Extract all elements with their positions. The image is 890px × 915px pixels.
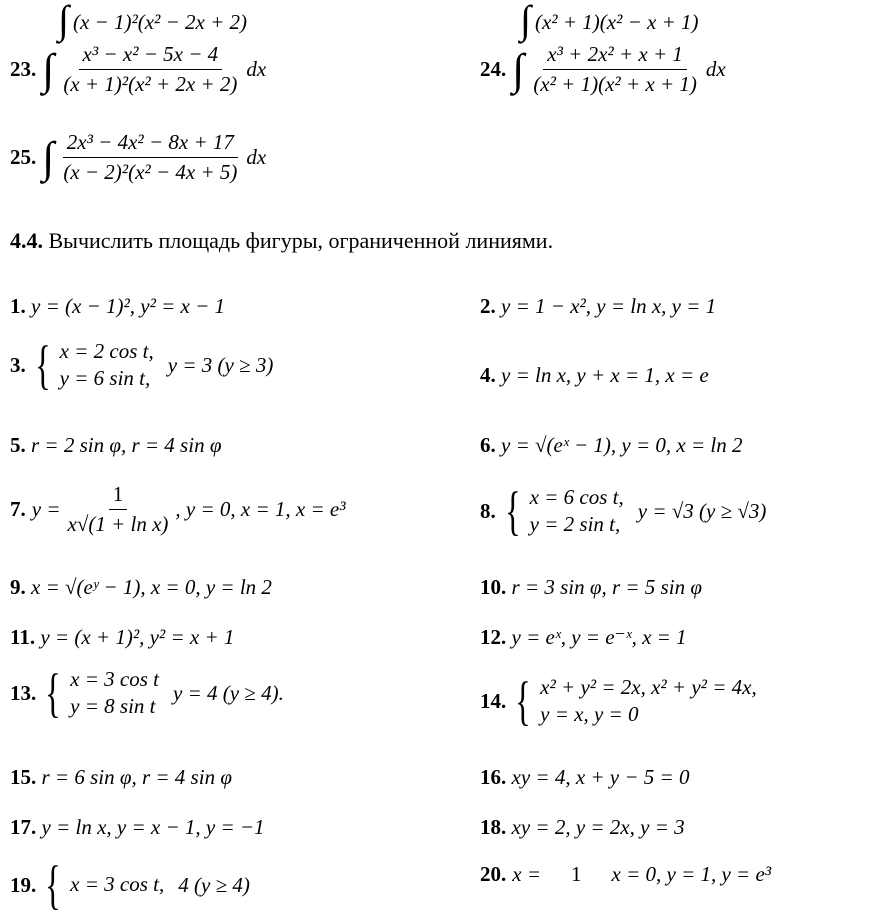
problem-number: 19. <box>10 872 37 897</box>
problem-fraction <box>571 862 582 887</box>
section-title-text: Вычислить площадь фигуры, ограниченной линиями. <box>48 228 554 253</box>
problem-condition: 4 (y ≥ 4) <box>178 872 250 897</box>
problem-number: 1. <box>10 294 26 318</box>
problem-17 <box>10 814 265 840</box>
problem-11 <box>10 624 234 650</box>
problem-number: 9. <box>10 575 26 599</box>
left-brace-icon: { <box>504 481 521 542</box>
integral-sign-icon: ∫ <box>58 0 69 42</box>
problem-lead: x = <box>512 862 541 886</box>
problem-8 <box>480 481 767 542</box>
problem-number: 20. <box>480 862 507 886</box>
problem-10 <box>480 574 702 600</box>
problem-number: 15. <box>10 765 37 789</box>
problem-4 <box>480 362 709 388</box>
system-line-2: y = 6 sin t, <box>59 366 151 391</box>
problem-expression: y = √(eˣ − 1), y = 0, x = ln 2 <box>501 433 743 457</box>
problem-1 <box>10 293 225 319</box>
problem-number: 10. <box>480 575 507 599</box>
system-line-2: y = 2 sin t, <box>529 512 621 537</box>
system-lines <box>70 871 164 898</box>
section-heading <box>10 228 553 254</box>
cutoff-integral-right <box>520 0 699 42</box>
differential: dx <box>705 57 726 81</box>
left-brace-icon: { <box>45 663 61 724</box>
problem-tail: , y = 0, x = 1, x = e³ <box>175 497 346 521</box>
system-line-1: x = 3 cos t <box>70 667 159 691</box>
problem-number: 14. <box>480 688 507 713</box>
problem-expression: y = (x − 1)², y² = x − 1 <box>31 294 226 318</box>
system-line-2: y = x, y = 0 <box>540 702 639 727</box>
problem-6 <box>480 432 743 458</box>
cutoff-left-denominator: (x − 1)²(x² − 2x + 2) <box>72 10 248 34</box>
problem-number: 18. <box>480 815 507 839</box>
integral-problem-23 <box>10 42 266 97</box>
fraction-denominator: x√(1 + ln x) <box>67 512 169 536</box>
integral-problem-24 <box>480 42 726 97</box>
fraction-numerator: 2x³ − 4x² − 8x + 17 <box>63 130 238 158</box>
problem-expression: y = ln x, y = x − 1, y = −1 <box>41 815 265 839</box>
problem-condition: y = 3 (y ≥ 3) <box>167 352 274 377</box>
problem-2 <box>480 293 716 319</box>
problem-number: 11. <box>10 625 36 649</box>
integral-fraction <box>59 130 241 185</box>
system-line-1: x = 2 cos t, <box>59 339 154 363</box>
integral-fraction <box>59 42 241 97</box>
problem-expression: r = 6 sin φ, r = 4 sin φ <box>41 765 232 789</box>
left-brace-icon: { <box>45 855 61 915</box>
problem-18 <box>480 814 685 840</box>
problem-15 <box>10 764 232 790</box>
problem-number: 4. <box>480 363 496 387</box>
fraction-numerator: 1 <box>109 482 128 510</box>
system-line-2: y = 8 sin t <box>70 694 156 719</box>
system-line-1: x² + y² = 2x, x² + y² = 4x, <box>540 675 757 699</box>
problem-expression: x = √(eʸ − 1), x = 0, y = ln 2 <box>31 575 272 599</box>
problem-13 <box>10 663 284 724</box>
fraction-numerator: 1 <box>571 862 582 886</box>
problem-16 <box>480 764 689 790</box>
problem-number: 5. <box>10 433 26 457</box>
problem-expression: y = ln x, y + x = 1, x = e <box>501 363 709 387</box>
problem-19 <box>10 855 250 915</box>
cutoff-integral-left <box>58 0 248 42</box>
left-brace-icon: { <box>34 335 51 396</box>
problem-number: 7. <box>10 497 26 521</box>
system-line-1: x = 3 cos t, <box>70 872 165 897</box>
integral-sign-icon: ∫ <box>512 44 525 94</box>
differential: dx <box>246 57 267 81</box>
problem-expression: r = 2 sin φ, r = 4 sin φ <box>31 433 222 457</box>
fraction-denominator: (x² + 1)(x² + x + 1) <box>533 72 697 96</box>
system-lines <box>70 666 159 721</box>
problem-number: 16. <box>480 765 507 789</box>
fraction-numerator: x³ − x² − 5x − 4 <box>79 42 223 70</box>
problem-fraction <box>64 482 173 537</box>
differential: dx <box>246 145 267 169</box>
problem-condition: y = √3 (y ≥ √3) <box>637 498 767 523</box>
left-brace-icon: { <box>515 671 531 732</box>
problem-tail: x = 0, y = 1, y = e³ <box>611 862 772 886</box>
problem-12 <box>480 624 687 650</box>
problem-number: 12. <box>480 625 507 649</box>
problem-expression: xy = 2, y = 2x, y = 3 <box>511 815 685 839</box>
problem-20 <box>480 862 771 887</box>
system-line-1: x = 6 cos t, <box>529 485 624 509</box>
fraction-numerator: x³ + 2x² + x + 1 <box>543 42 687 70</box>
problem-number: 24. <box>480 57 507 81</box>
integral-sign-icon: ∫ <box>42 132 55 182</box>
problem-expression: y = (x + 1)², y² = x + 1 <box>40 625 235 649</box>
section-number: 4.4. <box>10 228 43 253</box>
problem-number: 25. <box>10 145 37 169</box>
cutoff-right-denominator: (x² + 1)(x² − x + 1) <box>534 10 699 34</box>
problem-expression: y = eˣ, y = e⁻ˣ, x = 1 <box>511 625 687 649</box>
problem-number: 17. <box>10 815 37 839</box>
integral-sign-icon: ∫ <box>42 44 55 94</box>
system-lines <box>530 484 624 539</box>
problem-14 <box>480 671 771 732</box>
integral-fraction <box>529 42 701 97</box>
integral-problem-25 <box>10 130 266 185</box>
problem-9 <box>10 574 272 600</box>
problem-number: 6. <box>480 433 496 457</box>
system-lines <box>540 674 757 729</box>
integral-sign-icon: ∫ <box>520 0 531 42</box>
system-lines <box>60 338 154 393</box>
problem-lead: y = <box>31 497 61 521</box>
problem-7 <box>10 482 346 537</box>
problem-number: 8. <box>480 498 496 523</box>
problem-number: 3. <box>10 352 26 377</box>
problem-expression: xy = 4, x + y − 5 = 0 <box>511 765 690 789</box>
fraction-denominator: (x + 1)²(x² + 2x + 2) <box>63 72 238 96</box>
problem-expression: y = 1 − x², y = ln x, y = 1 <box>501 294 717 318</box>
problem-number: 13. <box>10 680 37 705</box>
problem-number: 23. <box>10 57 37 81</box>
problem-3 <box>10 335 274 396</box>
problem-5 <box>10 432 221 458</box>
problem-expression: r = 3 sin φ, r = 5 sin φ <box>511 575 702 599</box>
fraction-denominator: (x − 2)²(x² − 4x + 5) <box>63 160 238 184</box>
problem-condition: y = 4 (y ≥ 4). <box>173 680 284 705</box>
problem-number: 2. <box>480 294 496 318</box>
